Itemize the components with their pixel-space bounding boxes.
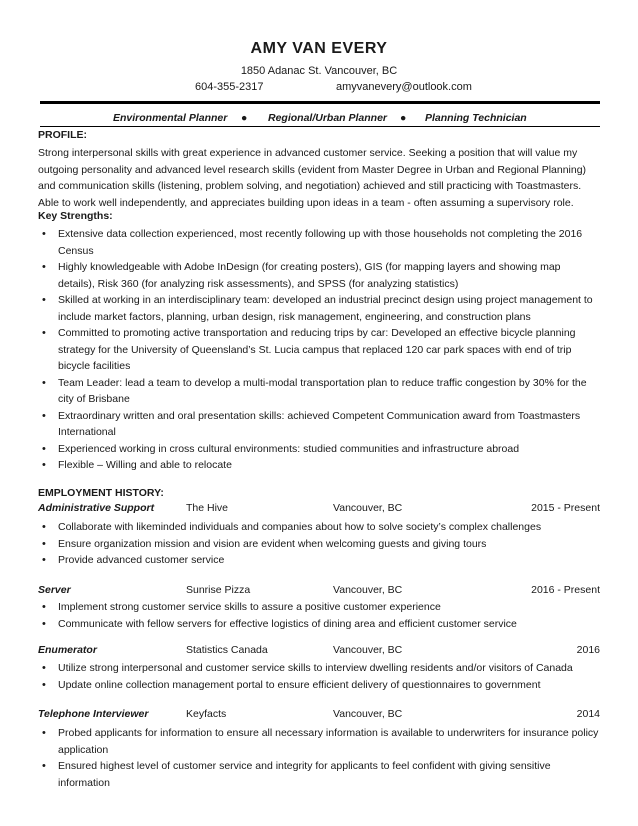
job-header	[38, 644, 600, 660]
job-dates: 2015 - Present	[531, 502, 600, 514]
target-titles	[0, 112, 638, 126]
job-dates: 2016	[576, 644, 600, 656]
job-header	[38, 502, 600, 518]
title-regional-urban-planner: Regional/Urban Planner	[268, 112, 388, 124]
list-item: • Implement strong customer service skills to assure a positive customer experience	[38, 599, 600, 616]
job-location: Vancouver, BC	[333, 502, 403, 514]
title-planning-technician: Planning Technician	[425, 112, 527, 124]
phone-number: 604-355-2317	[195, 81, 264, 93]
list-item: • Extraordinary written and oral presentation skills: achieved Competent Communication award from Toastmasters International	[38, 408, 600, 441]
key-strengths-heading: Key Strengths:	[38, 210, 113, 222]
job-role: Administrative Support	[38, 502, 155, 514]
list-item: • Communicate with fellow servers for effective logistics of dining area and efficient customer service	[38, 616, 600, 633]
list-item: • Flexible – Willing and able to relocate	[38, 457, 600, 474]
profile-line: outgoing personality and advanced level research skills (evident from Master Degree in Urban and Regional Planning)	[38, 163, 587, 176]
list-item: • Committed to promoting active transportation and reducing trips by car: Developed an effective bicycle planning strategy for the University of Queensland’s St. Lucia campus that replaced 120 car park spaces with end of trip bicycle facilities	[38, 325, 600, 375]
job-header	[38, 708, 600, 724]
profile-line: Strong interpersonal skills with great experience in advanced customer service. Seeking a position that will value my	[38, 147, 578, 159]
list-item: • Provide advanced customer service	[38, 552, 600, 569]
profile-line: Able to work well independently, and appreciates building upon ideas in a team - often assuming a supervisory role.	[38, 196, 574, 209]
job-dates: 2016 - Present	[531, 584, 600, 596]
job-location: Vancouver, BC	[333, 708, 403, 720]
list-item: • Update online collection management portal to ensure efficient delivery of questionnaires to government	[38, 677, 600, 694]
profile-line: and communication skills (listening, problem solving, and negotiation) achieved and still practicing with Toastmasters.	[38, 180, 582, 192]
list-item: • Skilled at working in an interdisciplinary team: developed an industrial precinct design using project management to include market factors, planning, urban design, risk management, engineering, and construction plans	[38, 292, 600, 325]
list-item: • Ensure organization mission and vision are evident when welcoming guests and giving tours	[38, 536, 600, 553]
list-item: • Experienced working in cross cultural environments: studied communities and infrastructure abroad	[38, 441, 600, 458]
job-duties-list	[38, 599, 600, 632]
job-duties-list	[38, 519, 600, 569]
job-company: Keyfacts	[186, 708, 227, 720]
list-item: • Ensured highest level of customer service and integrity for applicants to feel confident with giving sensitive information	[38, 758, 600, 791]
header-divider	[40, 101, 600, 104]
job-role: Server	[38, 584, 71, 596]
candidate-name: AMY VAN EVERY	[250, 40, 388, 57]
profile-summary	[38, 145, 600, 211]
employment-history-heading: EMPLOYMENT HISTORY:	[38, 487, 164, 499]
job-role: Enumerator	[38, 644, 97, 656]
key-strengths-list	[38, 226, 600, 474]
job-company: Statistics Canada	[186, 644, 268, 656]
list-item: • Team Leader: lead a team to develop a multi-modal transportation plan to reduce traffic congestion by 30% for the city of Brisbane	[38, 375, 600, 408]
job-location: Vancouver, BC	[333, 644, 403, 656]
job-role: Telephone Interviewer	[38, 708, 149, 720]
list-item: • Collaborate with likeminded individuals and companies about how to solve society’s complex challenges	[38, 519, 600, 536]
job-duties-list	[38, 660, 600, 693]
job-dates: 2014	[576, 708, 600, 720]
list-item: • Utilize strong interpersonal and customer service skills to interview dwelling residents and/or visitors of Canada	[38, 660, 600, 677]
email-address: amyvanevery@outlook.com	[336, 81, 472, 93]
list-item: • Probed applicants for information to ensure all necessary information is available to underwriters for insurance policy application	[38, 725, 600, 758]
title-environmental-planner: Environmental Planner	[113, 112, 228, 124]
title-separator: ●	[400, 112, 407, 124]
job-location: Vancouver, BC	[333, 584, 403, 596]
job-header	[38, 584, 600, 600]
title-separator: ●	[241, 112, 248, 124]
job-duties-list	[38, 725, 600, 791]
profile-heading: PROFILE:	[38, 129, 87, 141]
list-item: • Extensive data collection experienced, most recently following up with those households not completing the 2016 Census	[38, 226, 600, 259]
job-company: Sunrise Pizza	[186, 584, 251, 596]
address: 1850 Adanac St. Vancouver, BC	[240, 65, 398, 77]
titles-divider	[40, 126, 600, 127]
list-item: • Highly knowledgeable with Adobe InDesign (for creating posters), GIS (for mapping layers and showing map details), Risk 360 (for analyzing risk assessments), and SPSS (for analyzing statistics)	[38, 259, 600, 292]
job-company: The Hive	[186, 502, 229, 514]
